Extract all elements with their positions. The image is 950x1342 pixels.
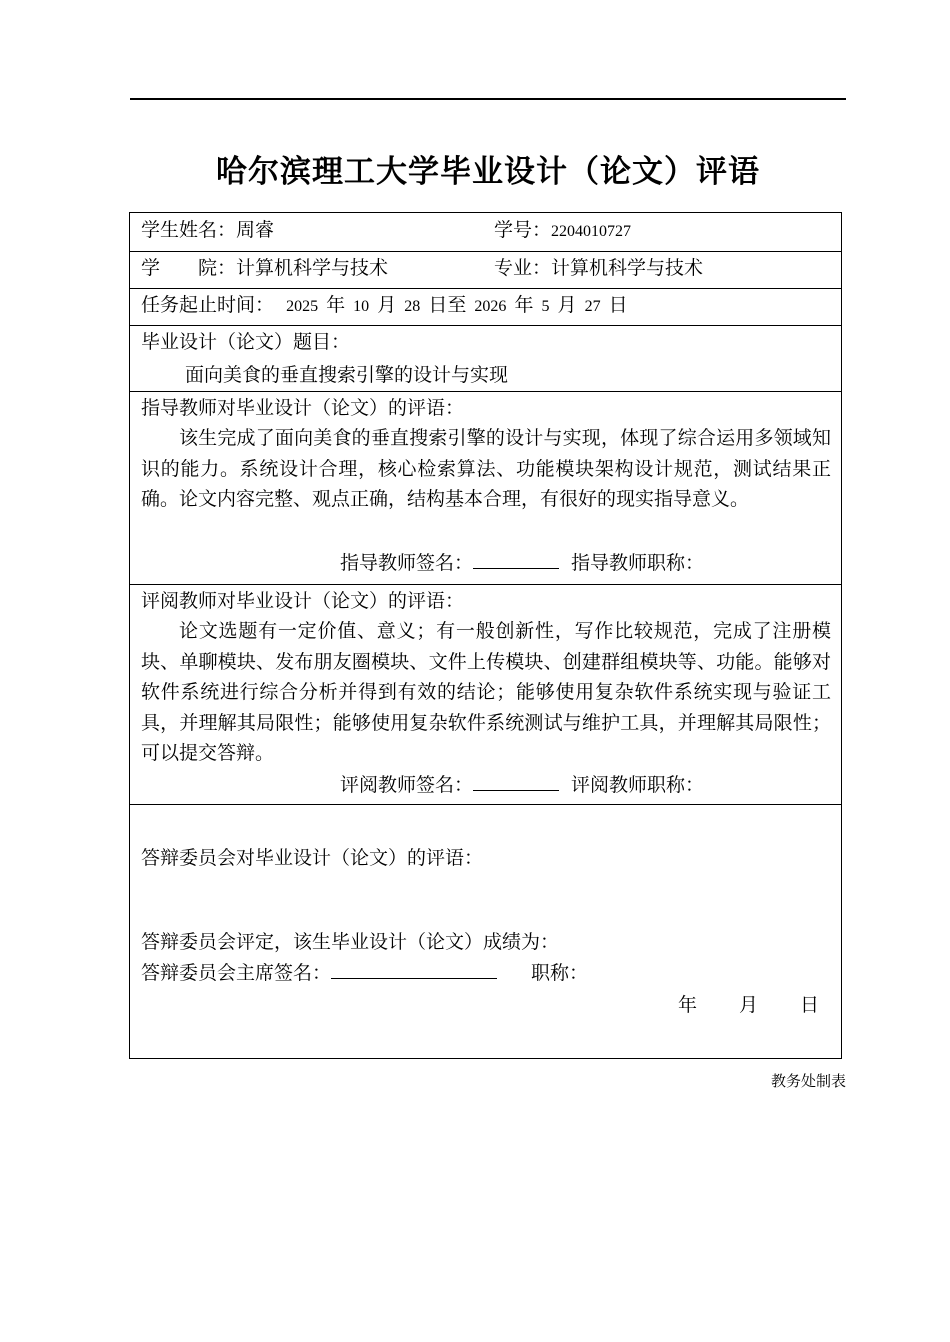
footer-note: 教务处制表 (770, 1072, 846, 1090)
reviewer-title-label: 评阅教师职称： (571, 774, 705, 796)
end-month-char: 月 (557, 294, 577, 316)
student-name: 周睿 (236, 219, 275, 241)
task-period-field (141, 290, 628, 323)
top-rule (130, 98, 846, 100)
committee-chair-line (141, 958, 588, 989)
student-id: 2204010727 (551, 223, 632, 240)
advisor-comment-label: 指导教师对毕业设计（论文）的评语： (141, 397, 465, 419)
row-task-period (130, 289, 841, 326)
end-day: 27 (584, 298, 601, 315)
chair-signature-blank[interactable] (331, 958, 497, 979)
student-name-field (141, 215, 274, 246)
chair-title-label: 职称： (531, 962, 589, 984)
reviewer-comment-text: 论文选题有一定价值、意义；有一般创新性，写作比较规范，完成了注册模块、单聊模块、发布朋友圈模块、文件上传模块、创建群组模块等、功能。能够对软件系统进行综合分析并得到有效的结论；能够使用复杂软件系统实现与验证工具，并理解其局限性；能够使用复杂软件系统测试与维护工具，并理解其局限性；可以提交答辩。 (141, 620, 831, 764)
start-day: 28 (404, 298, 421, 315)
committee-comment-label: 答辩委员会对毕业设计（论文）的评语： (141, 847, 484, 869)
advisor-comment-text: 该生完成了面向美食的垂直搜索引擎的设计与实现，体现了综合运用多领域知识的能力。系统设计合理，核心检索算法、功能模块架构设计规范，测试结果正确。论文内容完整、观点正确，结构基本合理，有很好的现实指导意义。 (141, 427, 831, 510)
reviewer-comment-label: 评阅教师对毕业设计（论文）的评语： (141, 590, 465, 612)
end-day-char: 日 (608, 294, 628, 316)
committee-date-line (678, 990, 819, 1021)
start-month: 10 (353, 298, 370, 315)
advisor-signature-line (340, 548, 704, 579)
reviewer-signature-line (340, 770, 704, 801)
major-field (494, 253, 703, 284)
date-day-char: 日 (800, 994, 820, 1016)
student-id-field (494, 215, 631, 248)
committee-grade-label: 答辩委员会评定，该生毕业设计（论文）成绩为： (141, 931, 560, 953)
row-reviewer-comment (130, 585, 841, 805)
date-year-char: 年 (678, 994, 698, 1016)
topic-label: 毕业设计（论文）题目： (141, 331, 351, 353)
start-year: 2025 (286, 298, 319, 315)
start-month-char: 月 (377, 294, 397, 316)
row-college (130, 252, 841, 289)
college: 计算机科学与技术 (236, 257, 389, 279)
date-month-char: 月 (739, 994, 759, 1016)
chair-sign-label: 答辩委员会主席签名： (141, 962, 332, 984)
major-label: 专业： (494, 257, 552, 279)
college-label-2: 院： (198, 257, 237, 279)
topic-text: 面向美食的垂直搜索引擎的设计与实现 (185, 364, 509, 386)
student-name-label: 学生姓名： (141, 219, 237, 241)
college-field (141, 253, 388, 284)
row-student-name (130, 213, 841, 252)
end-month: 5 (541, 298, 550, 315)
major: 计算机科学与技术 (551, 257, 704, 279)
student-id-label: 学号： (494, 219, 552, 241)
row-advisor-comment (130, 392, 841, 585)
start-year-char: 年 (326, 294, 346, 316)
reviewer-signature-blank[interactable] (473, 770, 559, 791)
day-to: 日至 (428, 294, 467, 316)
row-committee (130, 805, 841, 1058)
row-topic (130, 326, 841, 392)
end-year: 2026 (474, 298, 507, 315)
evaluation-form (129, 212, 842, 1059)
page-title: 哈尔滨理工大学毕业设计（论文）评语 (216, 154, 760, 190)
college-label-1: 学 (141, 257, 161, 279)
end-year-char: 年 (514, 294, 534, 316)
task-period-label: 任务起止时间： (141, 294, 275, 316)
reviewer-sign-label: 评阅教师签名： (340, 774, 474, 796)
advisor-sign-label: 指导教师签名： (340, 552, 474, 574)
advisor-signature-blank[interactable] (473, 548, 559, 569)
advisor-title-label: 指导教师职称： (571, 552, 705, 574)
